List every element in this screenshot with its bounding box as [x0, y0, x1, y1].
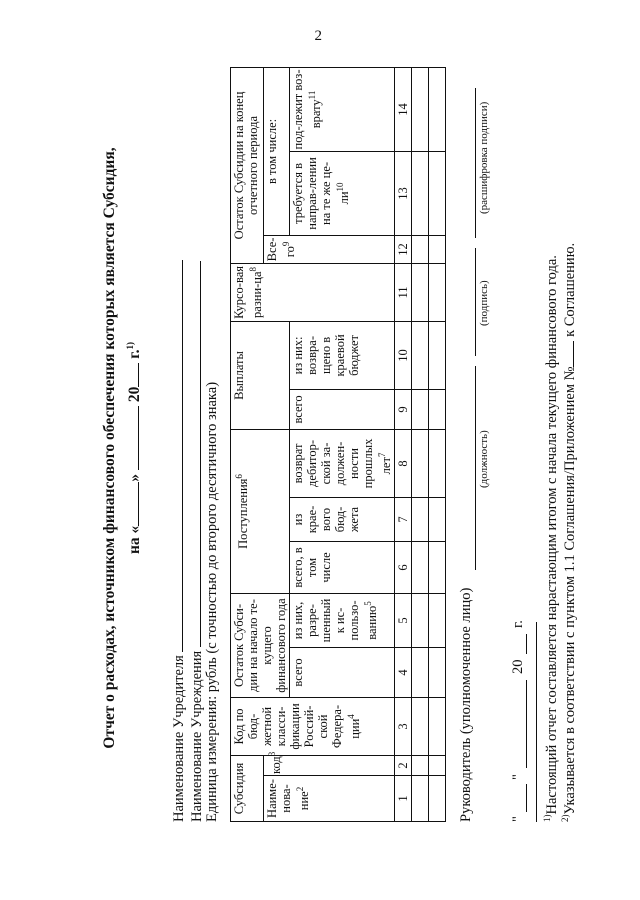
column-number: 3 [395, 697, 412, 755]
date-suffix: г. [126, 349, 144, 359]
sign-year-prefix: 20 [510, 659, 526, 674]
column-number: 10 [395, 321, 412, 389]
title-line-1: Отчет о расходах, источником финансового обеспечения которых является Субсидия, [101, 147, 118, 749]
rotated-page [80, 58, 640, 838]
decoding-line [474, 88, 476, 238]
position-line [474, 366, 476, 570]
sign-year-blank [525, 634, 527, 654]
header-payments-returned: из них: возвра-щено в краевой бюджет [290, 321, 395, 389]
institution-label: Наименование Учреждения [189, 650, 205, 822]
year-blank [138, 363, 139, 387]
founder-blank [168, 260, 183, 652]
sign-day-blank [525, 784, 527, 812]
date-mid: » [126, 473, 144, 482]
footnote-rule [536, 622, 537, 822]
header-subsidy-code: код$^3$ [264, 755, 395, 775]
footnote-2: $^{2)}$Указывается в соответствии с пунктом 1.1 Соглашения/Приложением № к Соглашению. [560, 242, 578, 822]
founder-line [168, 260, 188, 822]
column-number: 8 [395, 429, 412, 497]
column-number: 1 [395, 776, 412, 822]
footnote-1: $^{1)}$Настоящий отчет составляется нарастающим итогом с начала текущего финансового года. [542, 255, 560, 822]
column-number: 11 [395, 263, 412, 321]
page-number: 2 [314, 28, 322, 44]
position-caption: (должность) [478, 430, 490, 488]
header-balance-start-allowed: из них, разре-шенный к ис-пользо-ванию$^5$ [290, 593, 395, 647]
header-payments-total: всего [290, 389, 395, 429]
date-prefix: на « [126, 525, 144, 554]
report-table [230, 67, 446, 822]
column-number: 2 [395, 755, 412, 775]
decoding-caption: (расшифровка подписи) [478, 101, 490, 214]
sign-date-suffix: г. [510, 620, 526, 628]
date-year-prefix: 20 [126, 386, 144, 403]
table-row [412, 67, 429, 821]
sign-month-blank [525, 680, 527, 768]
unit-label: Единица измерения: рубль (с точностью до второго десятичного знака) [204, 381, 220, 822]
header-balance-start-total: всего [290, 647, 395, 697]
date-footnote-mark: 1) [125, 342, 135, 350]
header-receipts-total: всего, в том числе [290, 541, 395, 593]
column-number: 6 [395, 541, 412, 593]
column-number: 7 [395, 497, 412, 541]
report-title [100, 58, 145, 838]
head-label: Руководитель (уполномоченное лицо) [458, 587, 474, 822]
header-balance-start: Остаток Субси-дии на начало те-кущего финансового года [231, 593, 290, 697]
column-number: 12 [395, 235, 412, 263]
signature-line [474, 248, 476, 356]
signature-caption: (подпись) [478, 280, 490, 326]
column-number: 14 [395, 67, 412, 151]
header-payments: Выплаты [231, 321, 290, 429]
table-row [429, 67, 446, 821]
header-balance-end-total: Все-$го^9$ [264, 235, 395, 263]
header-receipts-regional: из крае-вого бюд-жета [290, 497, 395, 541]
unit-line [204, 382, 221, 822]
header-subsidy: Субсидия [231, 755, 264, 821]
institution-line [186, 261, 206, 822]
title-date-line [120, 58, 145, 838]
column-number: 4 [395, 647, 412, 697]
header-fx-diff: Курсо-вая разни-$ца^8$ [231, 263, 395, 321]
month-blank [138, 406, 139, 470]
founder-label: Наименование Учредителя [171, 655, 187, 822]
column-number: 13 [395, 151, 412, 235]
header-receipts: Поступления$^6$ [231, 429, 290, 593]
sign-date [510, 522, 530, 822]
day-blank [138, 482, 139, 526]
header-receipts-return: возврат дебитор-ской за-должен-ности прошлых лет$^7$ [290, 429, 395, 497]
date-quote-open: " [510, 816, 526, 822]
column-number: 5 [395, 593, 412, 647]
institution-blank [186, 261, 201, 647]
column-number-row [395, 67, 412, 821]
header-budget-code: Код по бюд-жетной класси-фикации Россий-ской Федера-ции$^4$ [231, 697, 395, 755]
signature-block [458, 62, 498, 822]
column-number: 9 [395, 389, 412, 429]
date-quote-close: " [510, 774, 526, 780]
header-including: в том числе: [264, 67, 290, 235]
header-required: требуется в направ-лении на те же $це-ли^{10}$ [290, 151, 395, 235]
header-to-return: под-лежит воз-врату$^{11}$ [290, 67, 395, 151]
header-balance-end: Остаток Субсидии на конец отчетного периода [231, 67, 264, 263]
header-subsidy-name: Наиме-нова-ние$^2$ [264, 776, 395, 822]
